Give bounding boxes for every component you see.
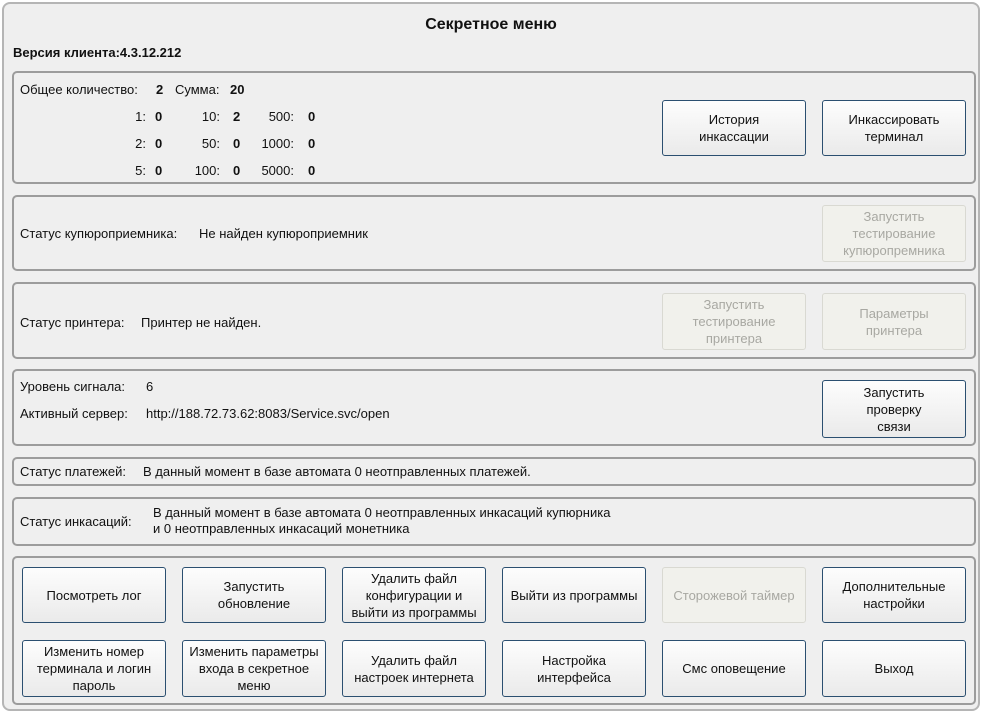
window-title: Секретное меню: [425, 16, 557, 33]
printer-params-button[interactable]: Параметры принтера: [822, 293, 966, 350]
denom-label: 5000:: [261, 163, 294, 178]
total-count-value: 2: [156, 82, 164, 97]
collections-panel: [12, 497, 976, 546]
denom-label: 5:: [135, 163, 146, 178]
version-label: Версия клиента:: [13, 45, 120, 60]
sum-label: Сумма:: [175, 82, 220, 97]
bill-acceptor-status-label: Статус купюроприемника:: [20, 226, 178, 241]
delete-config-button[interactable]: Удалить файл конфигурации и выйти из программы: [342, 567, 486, 623]
payments-status-label: Статус платежей:: [20, 464, 126, 479]
denom-label: 100:: [194, 163, 220, 178]
version-value: 4.3.12.212: [119, 45, 182, 60]
signal-level-value: 6: [146, 379, 154, 394]
signal-level-label: Уровень сигнала:: [20, 379, 126, 394]
denom-value: 0: [308, 136, 316, 151]
denom-value: 0: [155, 163, 163, 178]
denom-label: 1:: [135, 109, 146, 124]
bill-acceptor-panel: [12, 195, 976, 271]
printer-panel: [12, 282, 976, 359]
active-server-label: Активный сервер:: [20, 406, 128, 421]
denom-value: 0: [233, 163, 241, 178]
secret-menu-window: [2, 2, 980, 711]
test-printer-button[interactable]: Запустить тестирование принтера: [662, 293, 806, 350]
denom-label: 500:: [268, 109, 294, 124]
watchdog-timer-button[interactable]: Сторожевой таймер: [662, 567, 806, 623]
change-terminal-button[interactable]: Изменить номер терминала и логин пароль: [22, 640, 166, 697]
collections-status-label: Статус инкасаций:: [20, 514, 132, 529]
cash-panel: [12, 71, 976, 184]
collect-terminal-button[interactable]: Инкассировать терминал: [822, 100, 966, 156]
exit-program-button[interactable]: Выйти из программы: [502, 567, 646, 623]
client-version: [13, 45, 181, 60]
denom-value: 0: [155, 136, 163, 151]
payments-panel: [12, 457, 976, 486]
collections-status-line2: и 0 неотправленных инкасаций монетника: [153, 521, 410, 536]
denom-label: 10:: [201, 109, 220, 124]
exit-button[interactable]: Выход: [822, 640, 966, 697]
actions-panel: [12, 556, 976, 705]
delete-internet-settings-button[interactable]: Удалить файл настроек интернета: [342, 640, 486, 697]
sms-notification-button[interactable]: Смс оповещение: [662, 640, 806, 697]
test-bill-acceptor-button[interactable]: Запустить тестирование купюропремника: [822, 205, 966, 262]
denom-value: 2: [233, 109, 241, 124]
change-secret-login-button[interactable]: Изменить параметры входа в секретное меню: [182, 640, 326, 697]
check-connection-button[interactable]: Запустить проверку связи: [822, 380, 966, 438]
denom-label: 50:: [201, 136, 220, 151]
denom-label: 2:: [135, 136, 146, 151]
collections-status-line1: В данный момент в базе автомата 0 неотправленных инкасаций купюрника: [153, 505, 611, 520]
denom-value: 0: [155, 109, 163, 124]
bill-acceptor-status-value: Не найден купюроприемник: [199, 226, 368, 241]
denom-value: 0: [233, 136, 241, 151]
printer-status-label: Статус принтера:: [20, 315, 125, 330]
interface-settings-button[interactable]: Настройка интерфейса: [502, 640, 646, 697]
denom-label: 1000:: [261, 136, 294, 151]
sum-value: 20: [230, 82, 245, 97]
collection-history-button[interactable]: История инкассации: [662, 100, 806, 156]
denom-value: 0: [308, 163, 316, 178]
total-count-label: Общее количество:: [20, 82, 138, 97]
view-log-button[interactable]: Посмотреть лог: [22, 567, 166, 623]
active-server-value: http://188.72.73.62:8083/Service.svc/open: [146, 406, 390, 421]
extra-settings-button[interactable]: Дополнительные настройки: [822, 567, 966, 623]
printer-status-value: Принтер не найден.: [141, 315, 262, 330]
run-update-button[interactable]: Запустить обновление: [182, 567, 326, 623]
connection-panel: [12, 369, 976, 446]
payments-status-value: В данный момент в базе автомата 0 неотправленных платежей.: [143, 464, 531, 479]
denom-value: 0: [308, 109, 316, 124]
